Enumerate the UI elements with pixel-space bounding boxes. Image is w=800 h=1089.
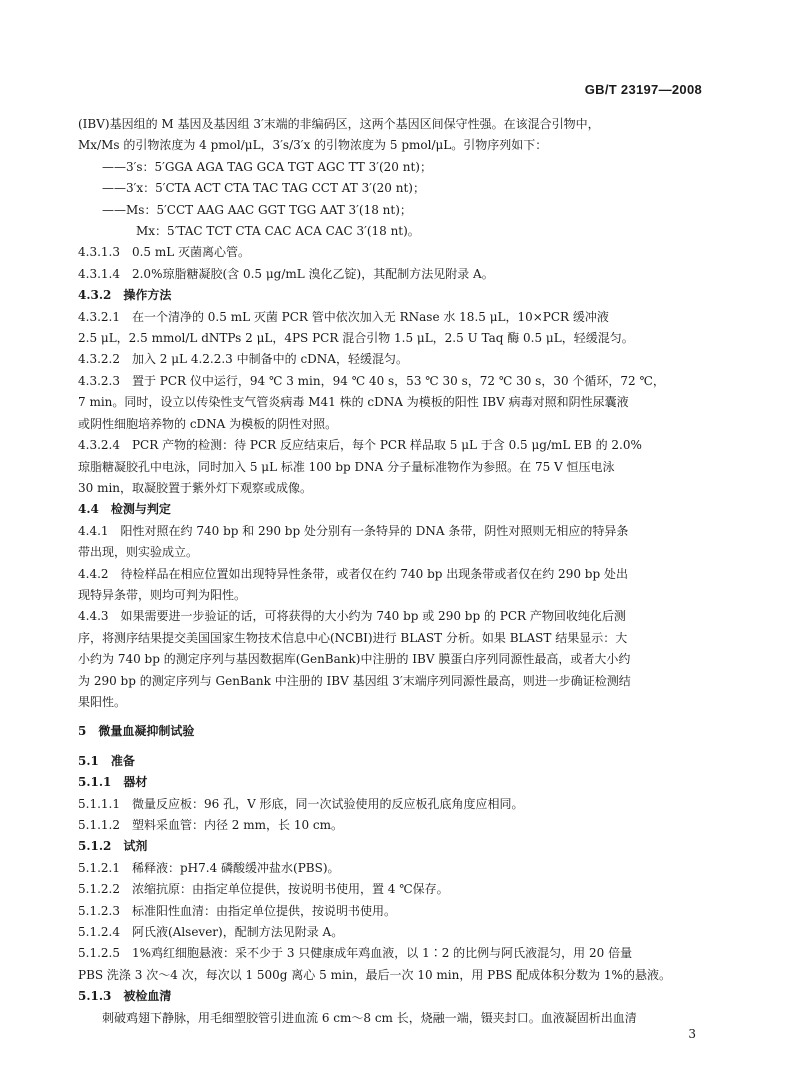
clause-4-4-2-cont: 现特异条带，则均可判为阳性。 [78,587,247,602]
heading-5-1-2: 5.1.2 试剂 [78,839,148,854]
clause-4-3-2-2: 4.3.2.2 加入 2 μL 4.2.2.3 中制备中的 cDNA，轻缓混匀。 [78,352,408,367]
clause-4-4-1-cont: 带出现，则实验成立。 [78,545,199,560]
clause-5-1-1-1: 5.1.1.1 微量反应板：96 孔，V 形底，同一次试验使用的反应板孔底角度应相同。 [78,796,524,811]
clause-5-1-2-3: 5.1.2.3 标准阳性血清：由指定单位提供，按说明书使用。 [78,903,396,918]
heading-5-1: 5.1 准备 [78,753,135,768]
primer-sequence: ——3′s：5′GGA AGA TAG GCA TGT AGC TT 3′(20 nt)； [102,159,432,174]
clause-5-1-2-5-cont: PBS 洗涤 3 次～4 次，每次以 1 500g 离心 5 min，最后一次 10 min，用 PBS 配成体积分数为 1%的悬液。 [78,967,671,982]
clause-4-4-3-cont: 小约为 740 bp 的测定序列与基因数据库(GenBank)中注册的 IBV 膜蛋白序列同源性最高，或者大小约 [78,652,631,667]
clause-4-4-1: 4.4.1 阳性对照在约 740 bp 和 290 bp 处分别有一条特异的 DNA 条带，阴性对照则无相应的特异条 [78,523,629,538]
clause-4-3-2-4-cont: 30 min，取凝胶置于紫外灯下观察或成像。 [78,480,313,495]
heading-5-1-3: 5.1.3 被检血清 [78,989,172,1004]
clause-5-1-2-2: 5.1.2.2 浓缩抗原：由指定单位提供，按说明书使用，置 4 ℃保存。 [78,882,449,897]
clause-4-3-1-3: 4.3.1.3 0.5 mL 灭菌离心管。 [78,245,251,260]
clause-4-3-2-4: 4.3.2.4 PCR 产物的检测：待 PCR 反应结束后，每个 PCR 样品取 5 μL 于含 0.5 μg/mL EB 的 2.0% [78,438,642,453]
primer-sequence: ——Ms：5′CCT AAG AAC GGT TGG AAT 3′(18 nt)； [102,202,412,217]
page-number: 3 [688,1027,696,1041]
primer-sequence: ——3′x：5′CTA ACT CTA TAC TAG CCT AT 3′(20 nt)； [102,181,425,196]
clause-4-3-2-3-cont: 或阴性细胞培养物的 cDNA 为模板的阴性对照。 [78,416,338,431]
paragraph-line: Mx/Ms 的引物浓度为 4 pmol/μL，3′s/3′x 的引物浓度为 5 pmol/μL。引物序列如下： [78,138,548,153]
clause-5-1-1-2: 5.1.1.2 塑料采血管：内径 2 mm，长 10 cm。 [78,818,344,832]
paragraph-line: (IBV)基因组的 M 基因及基因组 3′末端的非编码区，这两个基因区间保守性强。在该混合引物中， [78,117,600,131]
primer-sequence: Mx：5′TAC TCT CTA CAC ACA CAC 3′(18 nt)。 [136,224,420,239]
heading-4-3-2: 4.3.2 操作方法 [78,288,172,303]
clause-4-3-2-3-cont: 7 min。同时，设立以传染性支气管炎病毒 M41 株的 cDNA 为模板的阳性 IBV 病毒对照和阴性尿囊液 [78,395,629,410]
clause-4-4-3-cont: 序，将测序结果提交美国国家生物技术信息中心(NCBI)进行 BLAST 分析。如果 BLAST 结果显示：大 [78,630,628,645]
paragraph-line: 刺破鸡翅下静脉，用毛细塑胶管引进血流 6 cm～8 cm 长，烧融一端，镊夹封口。血液凝固析出血清 [102,1010,637,1025]
clause-4-4-3-cont: 为 290 bp 的测定序列与 GenBank 中注册的 IBV 基因组 3′末端序列同源性最高，则进一步确证检测结 [78,673,631,688]
clause-5-1-2-4: 5.1.2.4 阿氏液(Alsever)，配制方法见附录 A。 [78,925,344,940]
heading-4-4: 4.4 检测与判定 [78,502,171,517]
clause-4-3-2-1-cont: 2.5 μL，2.5 mmol/L dNTPs 2 μL，4PS PCR 混合引物 1.5 μL，2.5 U Taq 酶 0.5 μL，轻缓混匀。 [78,331,634,346]
clause-4-3-2-1: 4.3.2.1 在一个清净的 0.5 mL 灭菌 PCR 管中依次加入无 RNase 水 18.5 μL，10×PCR 缓冲液 [78,309,609,324]
clause-4-4-3-cont: 果阳性。 [78,694,127,709]
heading-5-1-1: 5.1.1 器材 [78,775,148,790]
standard-number: GB/T 23197—2008 [584,82,702,97]
clause-4-3-2-4-cont: 琼脂糖凝胶孔中电泳，同时加入 5 μL 标准 100 bp DNA 分子量标准物作为参照。在 75 V 恒压电泳 [78,459,615,474]
heading-section-5: 5 微量血凝抑制试验 [78,724,195,739]
clause-4-4-3: 4.4.3 如果需要进一步验证的话，可将获得的大小约为 740 bp 或 290 bp 的 PCR 产物回收纯化后测 [78,609,626,624]
clause-4-3-2-3: 4.3.2.3 置于 PCR 仪中运行，94 ℃ 3 min，94 ℃ 40 s，53 ℃ 30 s，72 ℃ 30 s，30 个循环，72 ℃， [78,373,665,388]
clause-4-3-1-4: 4.3.1.4 2.0%琼脂糖凝胶(含 0.5 μg/mL 溴化乙锭)，其配制方法见附录 A。 [78,266,494,281]
document-body [78,114,698,1029]
clause-5-1-2-5: 5.1.2.5 1%鸡红细胞悬液：采不少于 3 只健康成年鸡血液，以 1∶2 的比例与阿氏液混匀，用 20 倍量 [78,946,633,961]
clause-5-1-2-1: 5.1.2.1 稀释液：pH7.4 磷酸缓冲盐水(PBS)。 [78,860,340,875]
clause-4-4-2: 4.4.2 待检样品在相应位置如出现特异性条带，或者仅在约 740 bp 出现条带或者仅在约 290 bp 处出 [78,566,628,581]
